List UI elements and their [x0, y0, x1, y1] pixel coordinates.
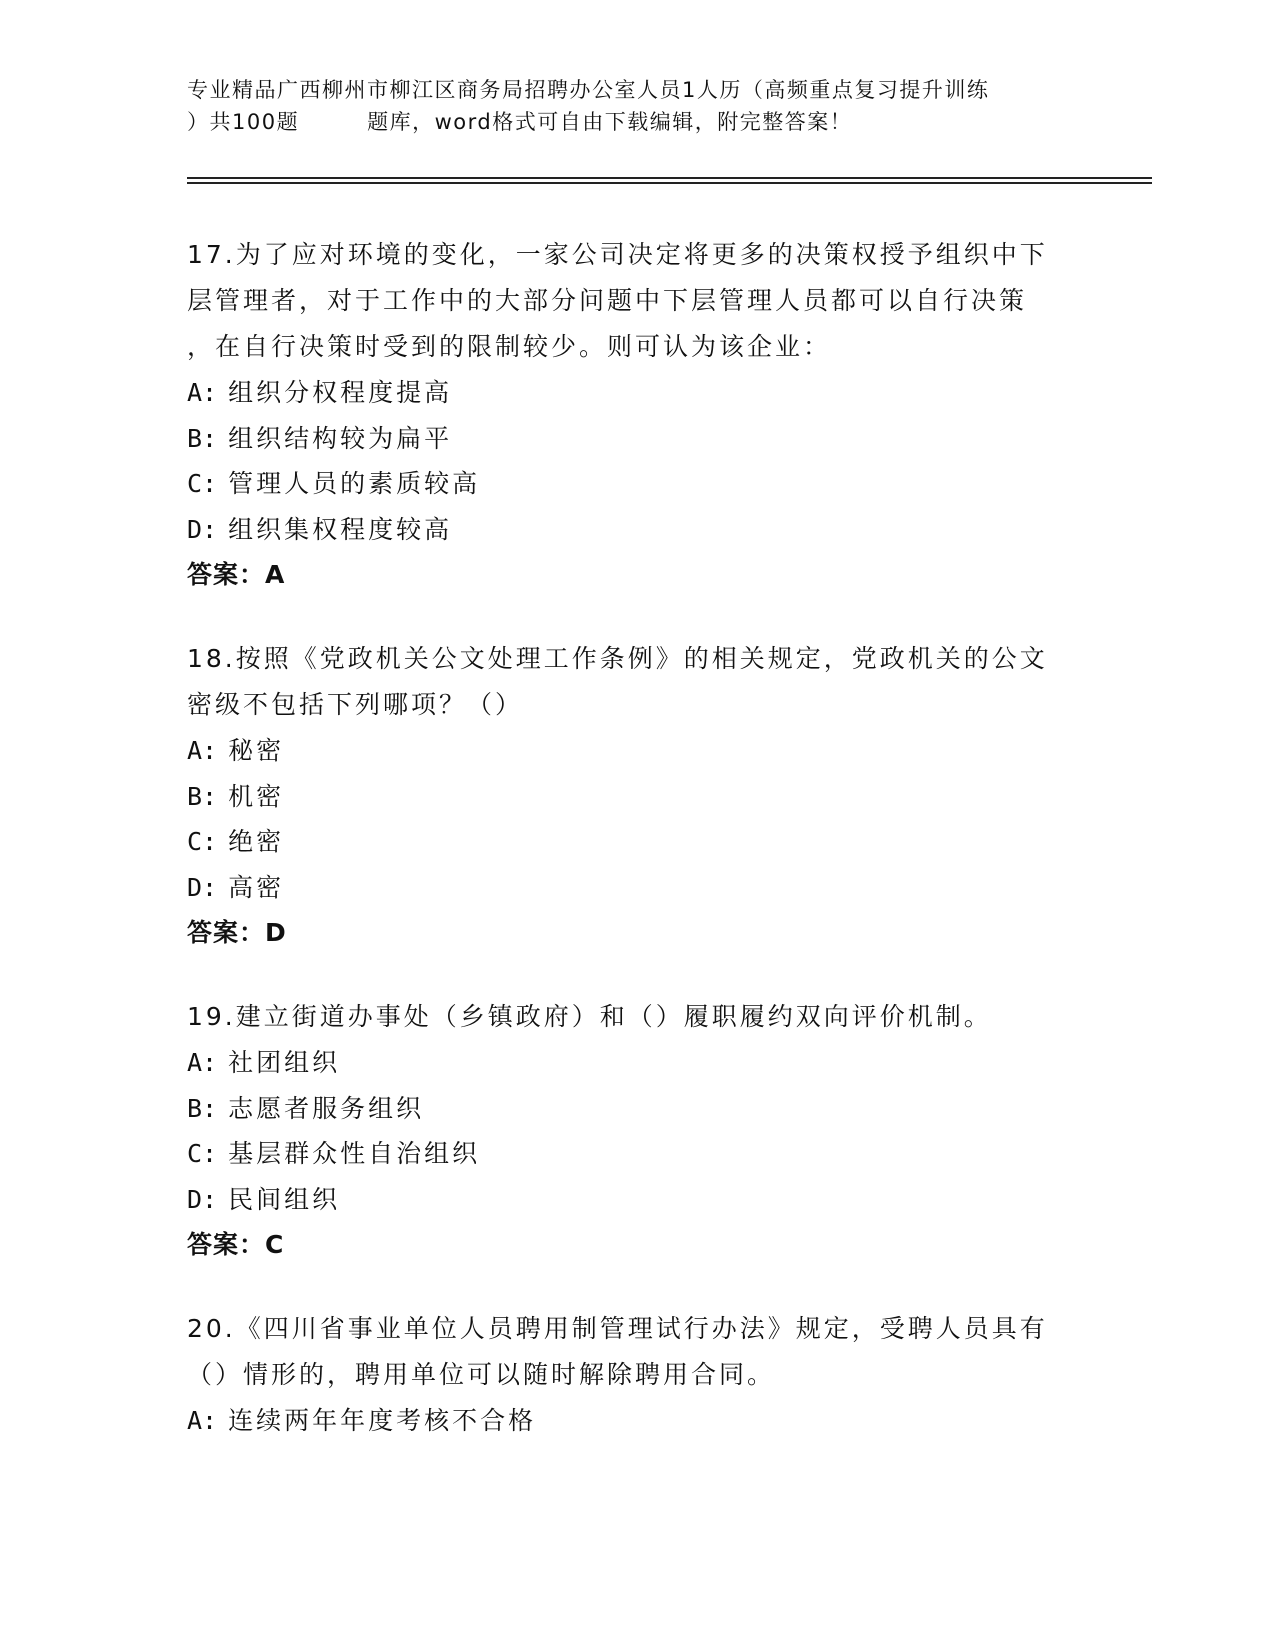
- question-17: [187, 232, 1087, 598]
- answer: 答案：A: [187, 560, 286, 589]
- answer: 答案：D: [187, 918, 287, 947]
- option-a: A: 组织分权程度提高: [187, 378, 453, 407]
- option-a: A: 连续两年年度考核不合格: [187, 1406, 537, 1435]
- option-d: D: 高密: [187, 872, 285, 902]
- option-a: A: 秘密: [187, 736, 285, 765]
- question-text: [187, 232, 1087, 370]
- option-c: C: 绝密: [187, 827, 285, 856]
- question-list: [187, 232, 1087, 1482]
- question-text: [187, 1306, 1087, 1398]
- question-line: 层管理者，对于工作中的大部分问题中下层管理人员都可以自行决策: [187, 286, 1028, 315]
- option-c: C: 基层群众性自治组织: [187, 1139, 481, 1168]
- question-line: 17.为了应对环境的变化，一家公司决定将更多的决策权授予组织中下: [187, 240, 1048, 269]
- option-c: C: 管理人员的素质较高: [187, 469, 481, 498]
- question-line: 20.《四川省事业单位人员聘用制管理试行办法》规定，受聘人员具有: [187, 1314, 1048, 1343]
- question-line: 密级不包括下列哪项？（）: [187, 690, 524, 719]
- question-18: [187, 636, 1087, 956]
- question-20: [187, 1306, 1087, 1444]
- document-header: [187, 74, 1087, 138]
- header-line-1: 专业精品广西柳州市柳江区商务局招聘办公室人员1人历（高频重点复习提升训练: [187, 78, 990, 102]
- question-line: （）情形的，聘用单位可以随时解除聘用合同。: [187, 1360, 776, 1389]
- header-line-2a: ）共100题: [187, 110, 300, 134]
- question-text: [187, 636, 1087, 728]
- question-19: [187, 994, 1087, 1268]
- header-line-2b: 题库，word格式可自由下载编辑，附完整答案！: [367, 110, 853, 134]
- question-text: [187, 994, 1087, 1040]
- header-divider-bottom: [187, 182, 1152, 184]
- option-a: A: 社团组织: [187, 1048, 341, 1077]
- option-d: D: 民间组织: [187, 1184, 341, 1214]
- question-line: 19.建立街道办事处（乡镇政府）和（）履职履约双向评价机制。: [187, 1002, 992, 1031]
- question-line: 18.按照《党政机关公文处理工作条例》的相关规定，党政机关的公文: [187, 644, 1048, 673]
- question-line: ，在自行决策时受到的限制较少。则可认为该企业：: [187, 332, 832, 361]
- option-b: B: 志愿者服务组织: [187, 1093, 425, 1123]
- option-d: D: 组织集权程度较高: [187, 514, 453, 544]
- answer: 答案：C: [187, 1230, 285, 1259]
- option-b: B: 组织结构较为扁平: [187, 423, 453, 453]
- header-line-2: [187, 106, 1087, 138]
- option-b: B: 机密: [187, 781, 285, 811]
- header-divider-top: [187, 177, 1152, 179]
